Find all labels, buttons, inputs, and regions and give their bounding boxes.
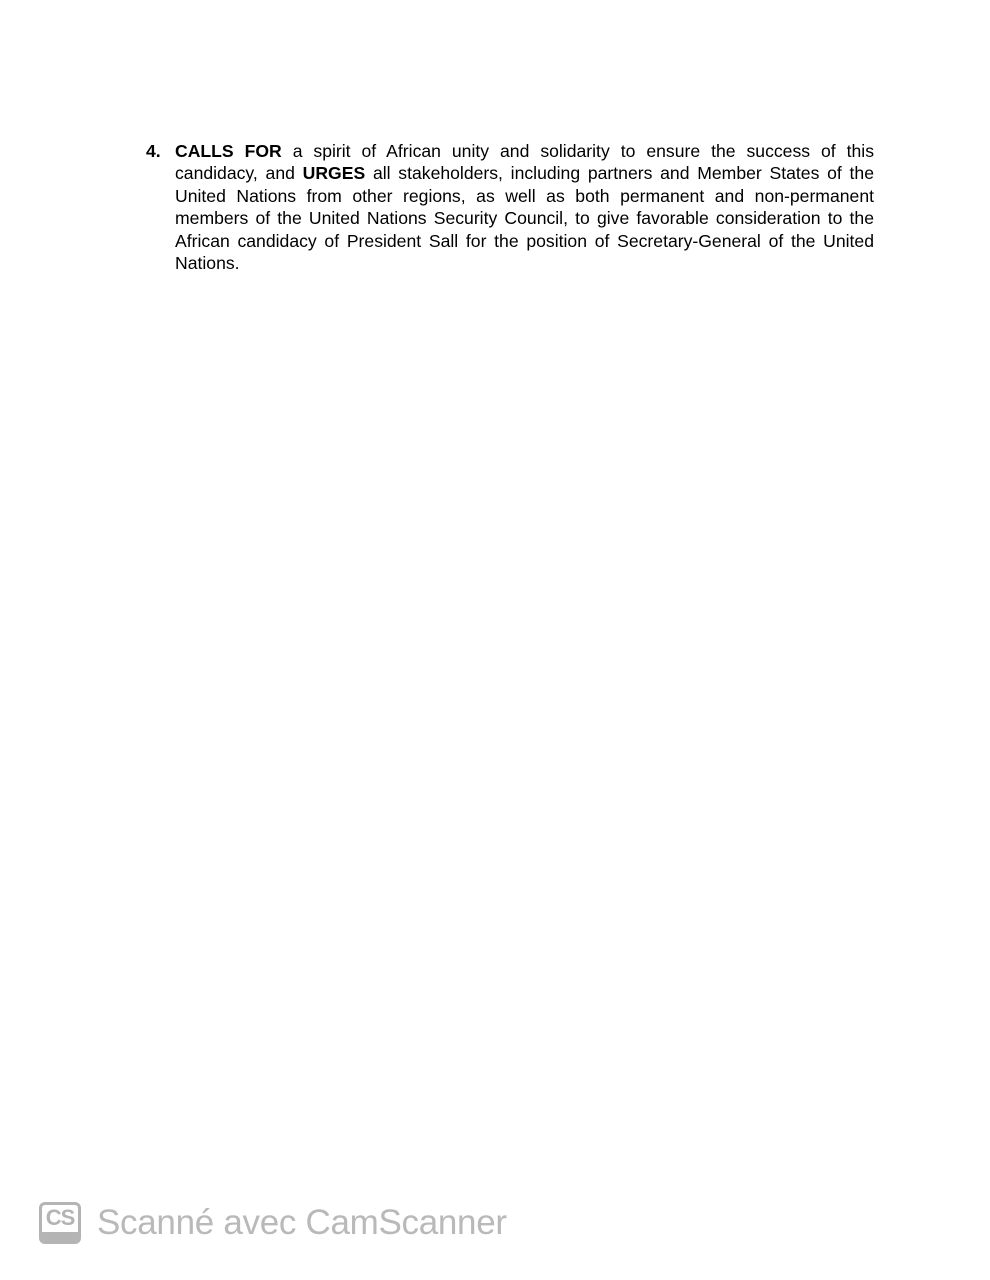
paragraph-text-part1: a spirit of African unity and solidarity to ensure the success of this candidacy, and bbox=[175, 141, 874, 184]
lead-bold-phrase: CALLS FOR bbox=[175, 141, 282, 161]
watermark-text: Scanné avec CamScanner bbox=[97, 1203, 507, 1242]
mid-bold-phrase: URGES bbox=[302, 163, 366, 184]
camscanner-watermark bbox=[39, 1200, 507, 1246]
logo-text: CS bbox=[45, 1205, 75, 1230]
camscanner-logo-icon bbox=[39, 1202, 81, 1244]
paragraph-text-part2: all stakeholders, including partners and Member States of the United Nations from other regions, as well as both permanent and non-permanent members of the United Nations Security Council, to give favorable consideration to the African candidacy of President Sall for the position of Secretary-General of the United Nations. bbox=[175, 163, 874, 274]
item-number: 4. bbox=[146, 141, 161, 161]
item-paragraph bbox=[175, 140, 874, 274]
